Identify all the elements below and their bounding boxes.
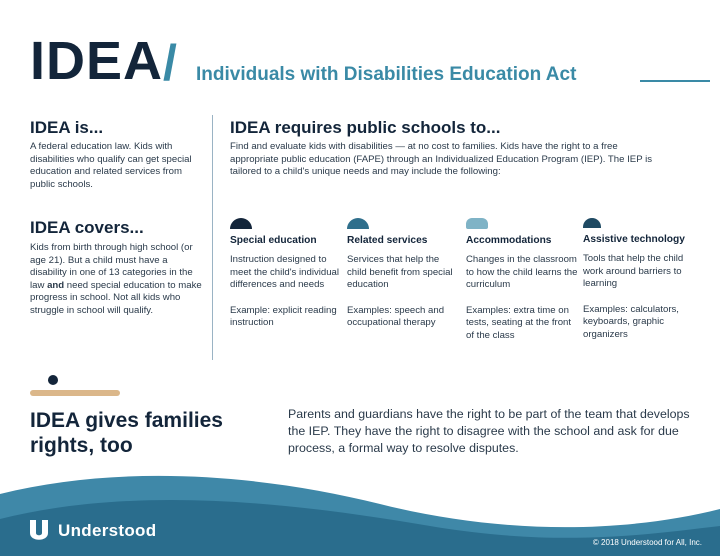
title-slash: / — [163, 35, 177, 91]
idea-requires-text: Find and evaluate kids with disabilities — at no cost to families. Kids have the right to a free appropriate public education (FAPE) through an Individualized Education Program (IEP). The IEP is tailored to a child's unique needs and may include the following: — [230, 141, 653, 178]
rights-text: Parents and guardians have the right to be part of the team that develops the IEP. They have the right to disagree with the school and ask for due process, a formal way to resolve disputes. — [288, 407, 690, 455]
category-special-education — [230, 218, 344, 330]
idea-covers-text-a: Kids from birth through high school (or age 21). But a child must have a disability in one of 13 categories in the law — [30, 242, 193, 291]
category-description: Changes in the classroom to how the child learns the curriculum — [466, 254, 578, 291]
understood-logo[interactable] — [28, 518, 156, 544]
category-assistive-technology — [583, 218, 705, 342]
category-accommodations — [466, 218, 580, 343]
category-description: Tools that help the child work around barriers to learning — [583, 253, 684, 290]
category-description: Instruction designed to meet the child's individual differences and needs — [230, 254, 340, 291]
cloud-icon — [466, 218, 488, 229]
category-example: Examples: speech and occupational therapy — [347, 304, 445, 329]
decorative-dot — [48, 375, 58, 385]
category-example: Examples: extra time on tests, seating at the front of the class — [466, 304, 572, 341]
page-title: IDEA — [30, 31, 164, 91]
category-description: Services that help the child benefit from special education — [347, 254, 453, 291]
wave-icon — [347, 218, 369, 229]
logo-text: Understood — [58, 521, 157, 540]
category-related-services — [347, 218, 461, 330]
category-title: Special education — [230, 235, 317, 246]
dome-icon — [583, 218, 601, 228]
page-subtitle: Individuals with Disabilities Education Act — [196, 64, 577, 85]
half-circle-icon — [230, 218, 252, 229]
category-example: Example: explicit reading instruction — [230, 304, 337, 329]
category-title: Accommodations — [466, 235, 552, 246]
idea-covers-text-bold: and — [47, 279, 65, 291]
idea-requires-heading: IDEA requires public schools to... — [230, 118, 501, 137]
idea-covers-text — [30, 242, 202, 318]
idea-is-text: A federal education law. Kids with disabilities who qualify can get special education and related services from public schools. — [30, 141, 192, 190]
category-title: Related services — [347, 235, 428, 246]
decorative-line — [30, 390, 120, 396]
category-example: Examples: calculators, keyboards, graphic organizers — [583, 303, 679, 340]
category-title: Assistive technology — [583, 234, 685, 245]
copyright-text: © 2018 Understood for All, Inc. — [592, 538, 702, 547]
rights-heading: IDEA gives families rights, too — [30, 409, 223, 457]
idea-covers-text-b: need special education to make progress in school. Not all kids who struggle in school will qualify. — [30, 279, 202, 316]
idea-is-heading: IDEA is... — [30, 118, 104, 137]
title-rule — [640, 80, 710, 82]
understood-logo-icon — [28, 518, 50, 544]
column-divider — [212, 115, 213, 360]
idea-covers-heading: IDEA covers... — [30, 218, 144, 237]
